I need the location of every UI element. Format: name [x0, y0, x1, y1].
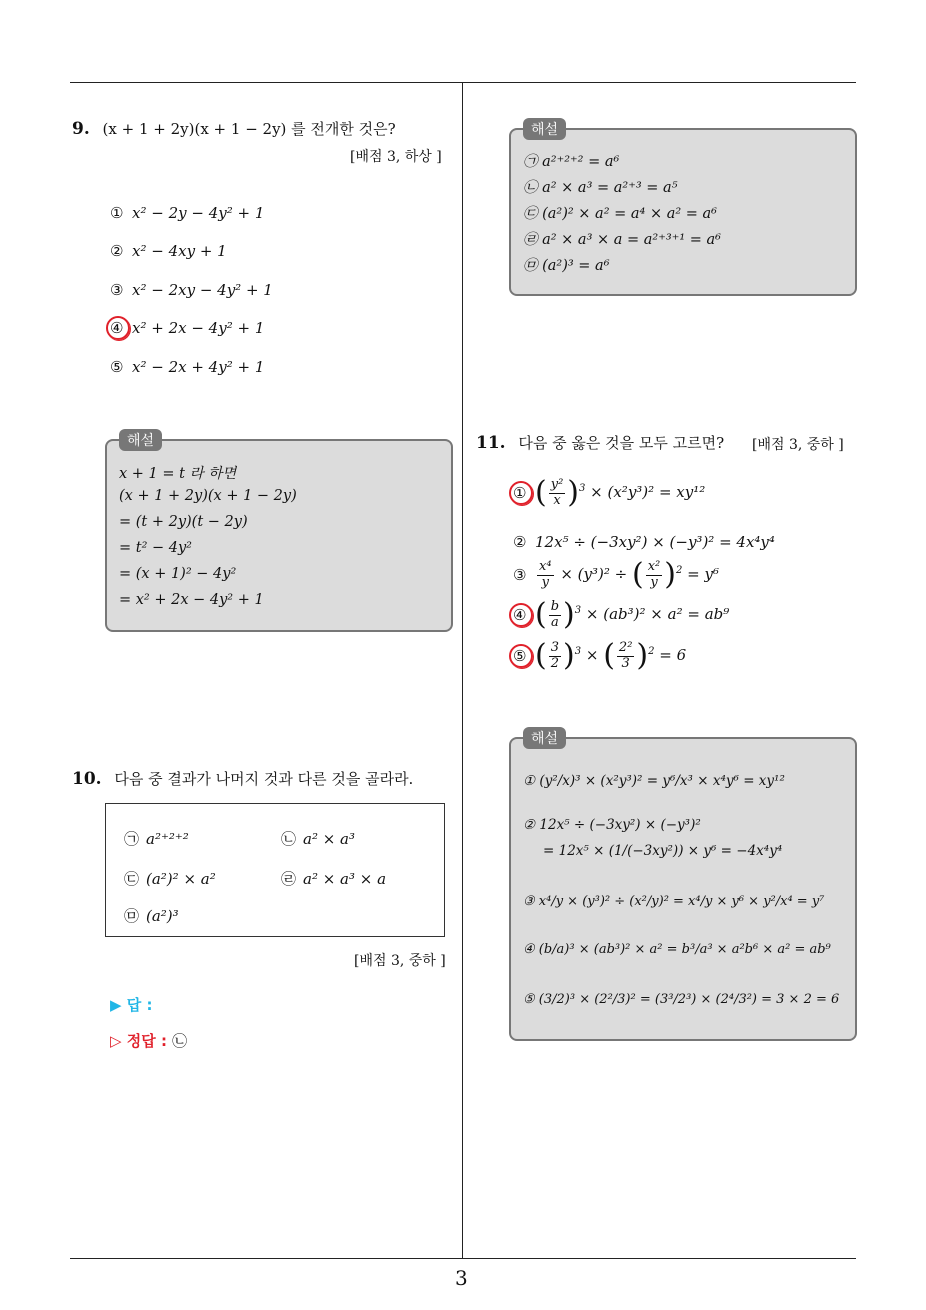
column-divider: [462, 82, 463, 1258]
item-mark: ㉡: [281, 830, 297, 848]
fraction: $\frac{3}{2}$: [550, 640, 559, 671]
q11-solution-box: [509, 731, 857, 1041]
q11-number: 11.: [476, 433, 506, 453]
correct-value: ㉡: [172, 1032, 188, 1050]
solution-line: = t² − 4y²: [119, 540, 192, 556]
bottom-rule: [70, 1258, 856, 1259]
q10-number: 10.: [72, 769, 102, 789]
q11-option-3[interactable]: [513, 557, 719, 592]
page-number: 3: [455, 1266, 468, 1290]
solution-line: = (t + 2y)(t − 2y): [119, 514, 248, 530]
q10-item-1: [124, 828, 189, 849]
option-text: x² − 2y − 4y² + 1: [132, 204, 265, 222]
solution-line: ③ x⁴/y × (y³)² ÷ (x²/y)² = x⁴/y × y⁶ × y²/x⁴ = y⁷: [523, 894, 825, 909]
q9-title: [72, 118, 396, 139]
solution-line: ㉡ a² × a³ = a²⁺³ = a⁵: [523, 180, 678, 196]
q10-item-2: [281, 828, 355, 849]
item-text: (a²)² × a²: [146, 869, 216, 888]
option-mark: ⑤: [110, 358, 124, 376]
option-text: x² − 2xy − 4y² + 1: [132, 281, 273, 299]
q9-option-1[interactable]: [110, 204, 264, 222]
q11-option-1[interactable]: [513, 475, 706, 510]
option-expression: ( $\frac{\text{y²}}{x}$ )$^3$ × (x²y³)² = xy¹²: [535, 475, 706, 510]
q10-question: 다음 중 결과가 나머지 것과 다른 것을 골라라.: [114, 770, 414, 788]
q11-option-5[interactable]: [513, 638, 687, 673]
solution-line: ㉢ (a²)² × a² = a⁴ × a² = a⁶: [523, 206, 717, 222]
selected-circle-mark: [509, 481, 533, 505]
q10-title: [72, 768, 413, 789]
option-mark: ①: [110, 204, 124, 222]
fraction: $\frac{\text{x²}}{y}$: [647, 559, 661, 590]
q10-answer-label: ▶ 답 :: [110, 996, 153, 1014]
item-mark: ㉣: [281, 870, 297, 888]
solution-line: = x² + 2x − 4y² + 1: [119, 592, 264, 608]
option-mark: ②: [110, 242, 124, 260]
solution-line: ㉤ (a²)³ = a⁶: [523, 258, 610, 274]
selected-circle-mark: [106, 316, 130, 340]
fraction: $\frac{\text{x⁴}}{y}$: [539, 559, 552, 590]
solution-line: ① (y²/x)³ × (x²y³)² = y⁶/x³ × x⁴y⁶ = xy¹²: [523, 773, 785, 789]
item-mark: ㉢: [124, 870, 140, 888]
solution-line: ㉣ a² × a³ × a = a²⁺³⁺¹ = a⁶: [523, 232, 721, 248]
option-mark: ④: [513, 606, 535, 624]
q9-option-5[interactable]: [110, 358, 264, 376]
q9-question: (x + 1 + 2y)(x + 1 − 2y) 를 전개한 것은?: [102, 120, 396, 138]
solution-line: ④ (b/a)³ × (ab³)² × a² = b³/a³ × a²b⁶ × a² = ab⁹: [523, 942, 831, 957]
item-mark: ㉤: [124, 907, 140, 925]
item-text: a² × a³: [303, 829, 356, 848]
option-text: x² + 2x − 4y² + 1: [132, 319, 265, 337]
q10-items-box: [105, 803, 445, 937]
option-mark: ③: [110, 281, 124, 299]
option-expression: ( $\frac{b}{a}$ )$^3$ × (ab³)² × a² = ab⁹: [535, 597, 730, 632]
solution-badge: 해설: [119, 429, 162, 451]
solution-line: ⑤ (3/2)³ × (2²/3)² = (3³/2³) × (2⁴/3²) = 3 × 2 = 6: [523, 992, 840, 1007]
selected-circle-mark: [509, 603, 533, 627]
item-mark: ㉠: [124, 830, 140, 848]
solution-line: = 12x⁵ × (1/(−3xy²)) × y⁶ = −4x⁴y⁴: [543, 843, 783, 859]
correct-label: ▷ 정답 :: [110, 1032, 167, 1050]
q11-question: 다음 중 옳은 것을 모두 고르면?: [518, 434, 725, 452]
option-mark: ③: [513, 566, 527, 584]
option-mark: ⑤: [513, 647, 535, 665]
q10-score: [배점 3, 중하 ]: [354, 953, 446, 969]
item-text: a²⁺²⁺²: [146, 829, 189, 848]
option-expression: $\frac{\text{x⁴}}{y}$ × (y³)² ÷ ( $\frac{\text{x²}}{y}$ )$^2$ = y⁶: [539, 557, 719, 592]
option-expression: ( $\frac{3}{2}$ )$^3$ × ( $\frac{\text{2²}}{3}$ )$^2$ = 6: [535, 638, 687, 673]
solution-badge: 해설: [523, 727, 566, 749]
fraction: $\frac{\text{2²}}{3}$: [618, 640, 633, 671]
q10-correct-answer: [110, 1030, 187, 1051]
fraction: $\frac{\text{y²}}{x}$: [550, 477, 564, 508]
fraction: $\frac{b}{a}$: [550, 599, 560, 630]
q9-number: 9.: [72, 119, 90, 139]
option-text: x² − 4xy + 1: [132, 242, 227, 260]
solution-line: (x + 1 + 2y)(x + 1 − 2y): [119, 488, 297, 504]
solution-line: = (x + 1)² − 4y²: [119, 566, 237, 582]
q9-option-2[interactable]: [110, 242, 227, 260]
option-mark: ④: [110, 319, 132, 337]
q9-score: [배점 3, 하상 ]: [350, 149, 442, 165]
q9-solution-box: [105, 433, 453, 632]
q11-title: [476, 432, 724, 453]
q11-option-4[interactable]: [513, 597, 730, 632]
solution-badge: 해설: [523, 118, 566, 140]
top-rule: [70, 82, 856, 83]
q10-item-5: [124, 905, 179, 926]
q10-solution-box: [509, 122, 857, 296]
q9-option-3[interactable]: [110, 281, 273, 299]
q10-item-4: [281, 868, 386, 889]
q11-option-2[interactable]: [513, 533, 775, 551]
option-text: x² − 2x + 4y² + 1: [132, 358, 265, 376]
option-text: 12x⁵ ÷ (−3xy²) × (−y³)² = 4x⁴y⁴: [535, 533, 775, 551]
item-text: (a²)³: [146, 906, 179, 925]
solution-line: ㉠ a²⁺²⁺² = a⁶: [523, 154, 620, 170]
option-mark: ①: [513, 484, 535, 502]
solution-line: ② 12x⁵ ÷ (−3xy²) × (−y³)²: [523, 817, 701, 833]
solution-line: x + 1 = t 라 하면: [119, 466, 237, 482]
q11-score: [배점 3, 중하 ]: [752, 437, 844, 453]
selected-circle-mark: [509, 644, 533, 668]
q10-item-3: [124, 868, 216, 889]
item-text: a² × a³ × a: [303, 869, 387, 888]
option-mark: ②: [513, 533, 527, 551]
q9-option-4[interactable]: [110, 319, 264, 337]
